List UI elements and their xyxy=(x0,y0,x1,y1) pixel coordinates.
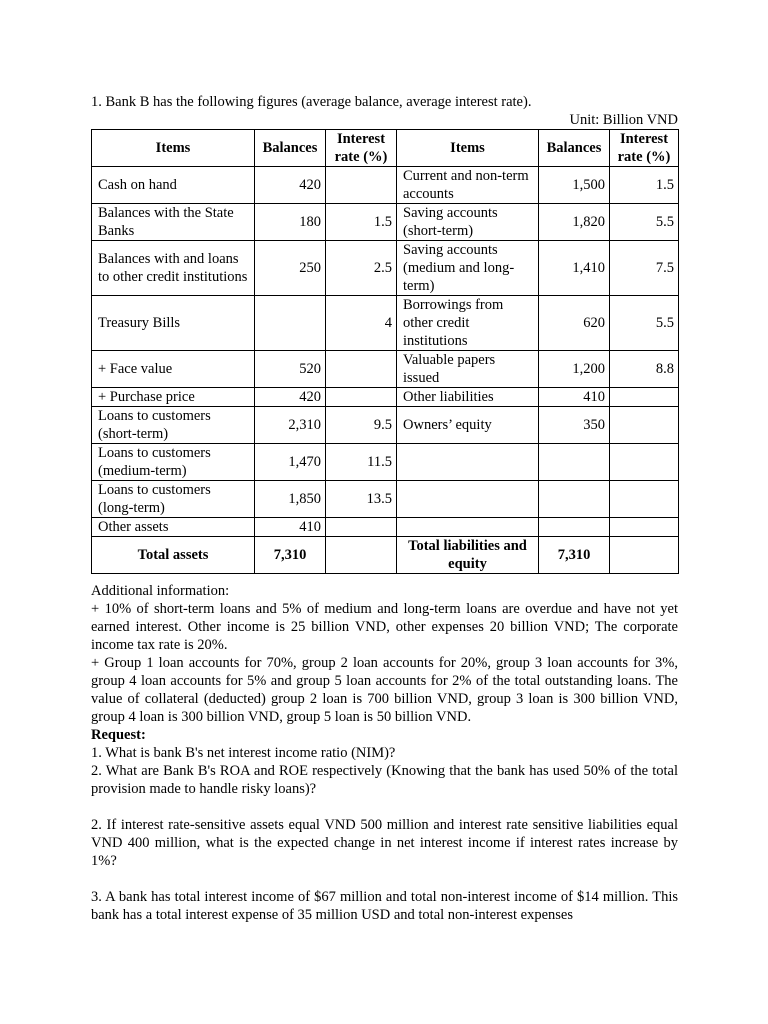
liability-item: Owners’ equity xyxy=(397,407,539,444)
liability-balance: 1,410 xyxy=(539,241,610,296)
asset-item: Balances with the State Banks xyxy=(92,204,255,241)
asset-rate xyxy=(326,518,397,537)
problem-2: 2. If interest rate-sensitive assets equal VND 500 million and interest rate sensitive liabilities equal VND 400 million, what is the expected change in net interest income if interest rates increase by 1%? xyxy=(91,817,678,869)
asset-rate: 4 xyxy=(326,296,397,351)
liability-balance xyxy=(539,481,610,518)
asset-item: Balances with and loans to other credit institutions xyxy=(92,241,255,296)
balance-sheet-table xyxy=(91,129,679,574)
asset-balance: 2,310 xyxy=(255,407,326,444)
liability-balance: 1,500 xyxy=(539,167,610,204)
asset-balance: 1,850 xyxy=(255,481,326,518)
table-row xyxy=(92,407,679,444)
asset-item: + Purchase price xyxy=(92,388,255,407)
table-total-row xyxy=(92,537,679,574)
liability-item: Saving accounts (short-term) xyxy=(397,204,539,241)
header-balances-liabilities: Balances xyxy=(539,130,610,167)
asset-item: Treasury Bills xyxy=(92,296,255,351)
asset-rate xyxy=(326,167,397,204)
table-row xyxy=(92,481,679,518)
asset-rate xyxy=(326,388,397,407)
table-row xyxy=(92,518,679,537)
liability-item: Valuable papers issued xyxy=(397,351,539,388)
table-row xyxy=(92,296,679,351)
table-row xyxy=(92,204,679,241)
table-row xyxy=(92,388,679,407)
table-row xyxy=(92,241,679,296)
liability-rate xyxy=(610,481,679,518)
asset-balance: 410 xyxy=(255,518,326,537)
liability-item: Saving accounts (medium and long-term) xyxy=(397,241,539,296)
table-row xyxy=(92,351,679,388)
asset-balance: 1,470 xyxy=(255,444,326,481)
liability-balance: 620 xyxy=(539,296,610,351)
asset-item: Other assets xyxy=(92,518,255,537)
problem-3: 3. A bank has total interest income of $67 million and total non-interest income of $14 million. This bank has a total interest expense of 35 million USD and total non-interest expenses xyxy=(91,889,678,923)
asset-rate: 1.5 xyxy=(326,204,397,241)
liability-balance: 1,820 xyxy=(539,204,610,241)
header-items-liabilities: Items xyxy=(397,130,539,167)
question-2: 2. What are Bank B's ROA and ROE respectively (Knowing that the bank has used 50% of the total provision made to handle risky loans)? xyxy=(91,763,678,797)
total-liabilities-rate xyxy=(610,537,679,574)
liability-balance: 1,200 xyxy=(539,351,610,388)
liability-balance: 350 xyxy=(539,407,610,444)
liability-rate: 5.5 xyxy=(610,204,679,241)
asset-item: Loans to customers (short-term) xyxy=(92,407,255,444)
question-1: 1. What is bank B's net interest income ratio (NIM)? xyxy=(91,745,396,761)
asset-item: Loans to customers (medium-term) xyxy=(92,444,255,481)
asset-rate: 9.5 xyxy=(326,407,397,444)
additional-info-1: + 10% of short-term loans and 5% of medium and long-term loans are overdue and have not yet earned interest. Other income is 25 billion VND, other expenses 20 billion VND; The corporate income tax rate is 20%. xyxy=(91,601,678,653)
asset-rate xyxy=(326,351,397,388)
liability-rate xyxy=(610,407,679,444)
asset-balance xyxy=(255,296,326,351)
table-row xyxy=(92,167,679,204)
request-title: Request: xyxy=(91,727,146,743)
liability-rate: 5.5 xyxy=(610,296,679,351)
liability-rate: 8.8 xyxy=(610,351,679,388)
liability-item xyxy=(397,444,539,481)
liability-rate: 7.5 xyxy=(610,241,679,296)
problem-intro: 1. Bank B has the following figures (average balance, average interest rate). xyxy=(91,94,532,110)
additional-info-2: + Group 1 loan accounts for 70%, group 2 loan accounts for 20%, group 3 loan accounts for 3%, group 4 loan accounts for 5% and group 5 loan accounts for 2% of the total outstanding loans. The value of collateral (deducted) group 2 loan is 700 billion VND, group 3 loan is 300 billion VND, group 4 loan is 300 billion VND, group 5 loan is 50 billion VND. xyxy=(91,655,678,725)
liability-balance xyxy=(539,518,610,537)
unit-label: Unit: Billion VND xyxy=(569,112,678,128)
liability-item xyxy=(397,518,539,537)
header-rate-assets: Interest rate (%) xyxy=(326,130,397,167)
document-page xyxy=(91,93,678,924)
asset-balance: 250 xyxy=(255,241,326,296)
asset-item: Cash on hand xyxy=(92,167,255,204)
additional-info-title: Additional information: xyxy=(91,583,230,599)
asset-rate: 13.5 xyxy=(326,481,397,518)
asset-rate: 11.5 xyxy=(326,444,397,481)
asset-balance: 520 xyxy=(255,351,326,388)
liability-rate xyxy=(610,388,679,407)
liability-rate xyxy=(610,518,679,537)
liability-item: Other liabilities xyxy=(397,388,539,407)
liability-balance: 410 xyxy=(539,388,610,407)
liability-item: Borrowings from other credit institutions xyxy=(397,296,539,351)
header-balances-assets: Balances xyxy=(255,130,326,167)
liability-item xyxy=(397,481,539,518)
liability-item: Current and non-term accounts xyxy=(397,167,539,204)
total-liabilities-label: Total liabilities and equity xyxy=(397,537,539,574)
asset-balance: 180 xyxy=(255,204,326,241)
asset-balance: 420 xyxy=(255,167,326,204)
asset-item: + Face value xyxy=(92,351,255,388)
header-rate-liabilities: Interest rate (%) xyxy=(610,130,679,167)
table-row xyxy=(92,444,679,481)
liability-balance xyxy=(539,444,610,481)
liability-rate xyxy=(610,444,679,481)
asset-rate: 2.5 xyxy=(326,241,397,296)
asset-item: Loans to customers (long-term) xyxy=(92,481,255,518)
total-liabilities-value: 7,310 xyxy=(539,537,610,574)
table-header-row xyxy=(92,130,679,167)
total-assets-value: 7,310 xyxy=(255,537,326,574)
header-items-assets: Items xyxy=(92,130,255,167)
liability-rate: 1.5 xyxy=(610,167,679,204)
total-assets-label: Total assets xyxy=(92,537,255,574)
asset-balance: 420 xyxy=(255,388,326,407)
total-assets-rate xyxy=(326,537,397,574)
